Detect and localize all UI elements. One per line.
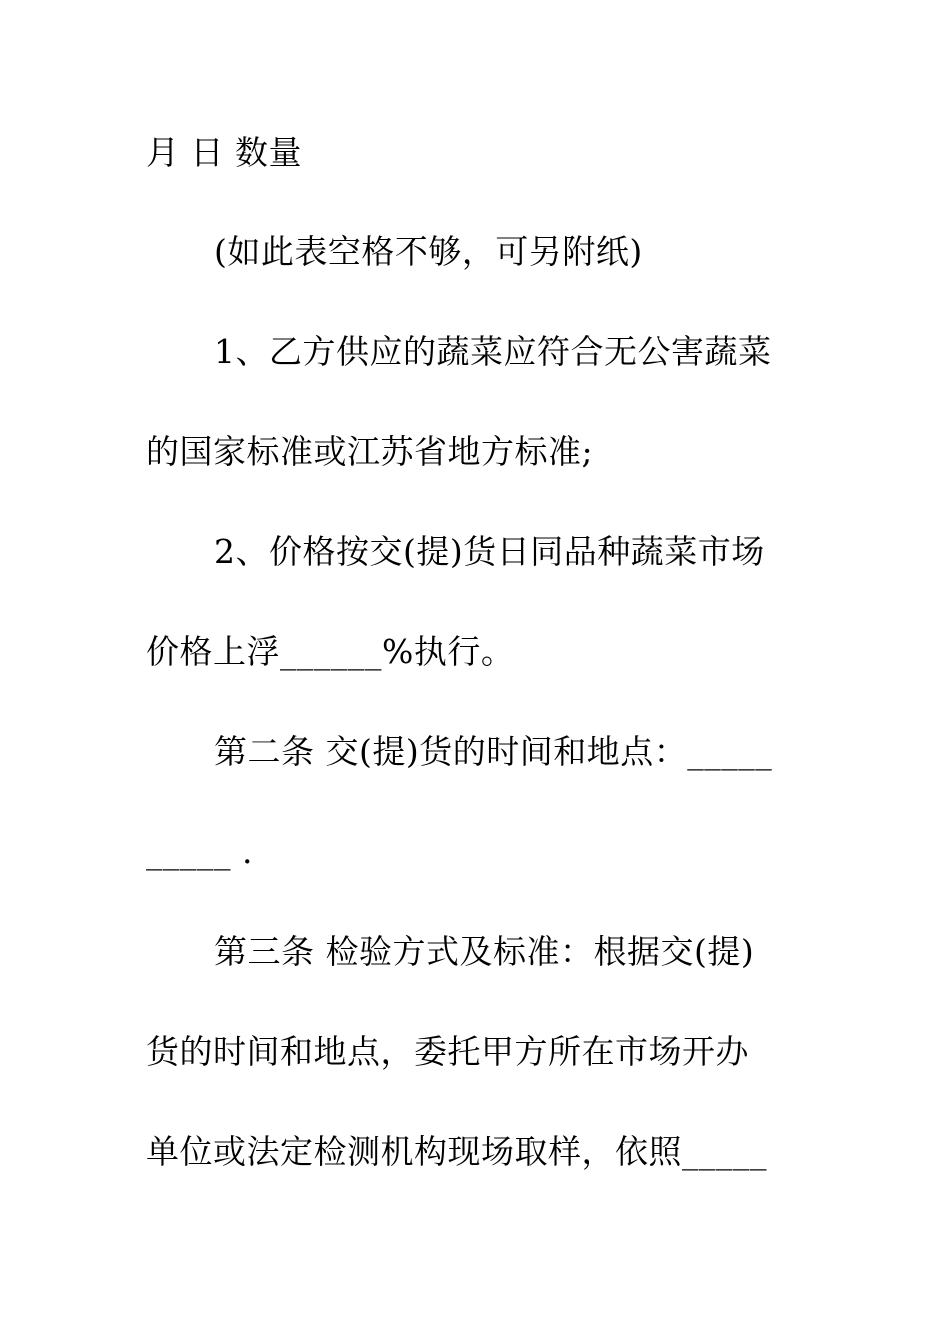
line-article-3-end: 单位或法定检测机构现场取样，依照_____ [146,1132,767,1171]
line-clause-2-start: 2、价格按交(提)货日同品种蔬菜市场 [214,532,765,571]
line-clause-2-end: 价格上浮______%执行。 [146,632,515,671]
line-article-3-middle: 货的时间和地点，委托甲方所在市场开办 [146,1032,749,1071]
line-article-2-start: 第二条 交(提)货的时间和地点：_____ [214,732,773,771]
line-month-day-quantity: 月 日 数量 [146,133,302,172]
line-attach-note: (如此表空格不够，可另附纸) [214,232,643,271]
line-clause-1-end: 的国家标准或江苏省地方标准; [146,432,594,471]
line-clause-1-start: 1、乙方供应的蔬菜应符合无公害蔬菜 [214,332,772,371]
line-article-3-start: 第三条 检验方式及标准：根据交(提) [214,932,755,971]
line-article-2-end: _____ . [146,832,253,871]
